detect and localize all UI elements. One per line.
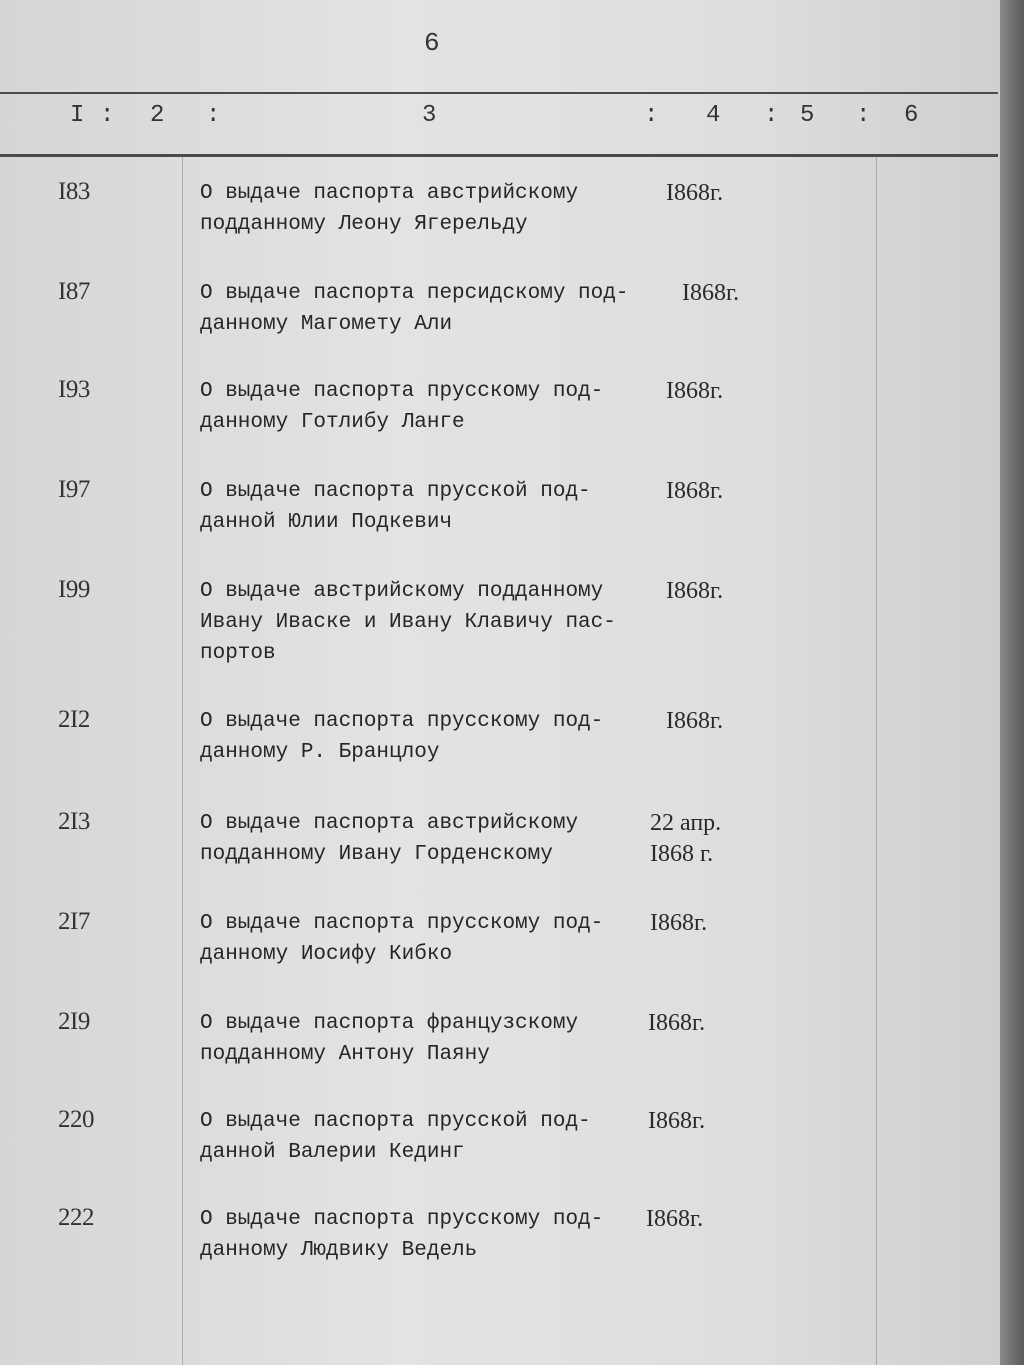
header-col-6: 6 [904,102,919,129]
header-separator: : [764,102,779,129]
row-description: О выдаче австрийскому подданному Ивану Иваске и Ивану Клавичу пас- портов [200,580,616,665]
row-date: I868г. [666,578,724,604]
row-description: О выдаче паспорта прусскому под- данному Р. Бранцлоу [200,710,604,764]
row-number: 2I7 [58,908,90,935]
header-col-4: 4 [706,102,721,129]
row-number: 222 [58,1204,94,1231]
header-bottom-rule [0,154,998,157]
row-number: I97 [58,476,90,503]
row-date: I868г. [646,1206,704,1232]
row-description: О выдаче паспорта прусской под- данной Юлии Подкевич [200,480,591,534]
row-date: I868г. [648,1108,706,1134]
header-separator: : [856,102,871,129]
row-description: О выдаче паспорта прусской под- данной Валерии Кединг [200,1110,591,1164]
row-number: 2I3 [58,808,90,835]
header-separator: : [644,102,659,129]
row-date: I868г. [682,280,740,306]
row-description: О выдаче паспорта французскому подданному Антону Паяну [200,1012,579,1066]
row-number: I99 [58,576,90,603]
page-edge [1000,0,1024,1365]
header-col-3: 3 [422,102,437,129]
row-date: I868г. [666,478,724,504]
row-date: I868г. [666,708,724,734]
header-separator: : [206,102,221,129]
header-col-5: 5 [800,102,815,129]
row-date: I868г. [666,378,724,404]
row-description: О выдаче паспорта прусскому под- данному Иосифу Кибко [200,912,604,966]
row-description: О выдаче паспорта австрийскому подданному Леону Ягерельду [200,182,579,236]
header-col-2: 2 [150,102,165,129]
row-description: О выдаче паспорта персидскому под- данному Магомету Али [200,282,629,336]
page-number: 6 [424,28,440,58]
row-date: I868г. [648,1010,706,1036]
header-separator: : [100,102,115,129]
header-top-rule [0,92,998,94]
row-description: О выдаче паспорта прусскому под- данному Готлибу Ланге [200,380,604,434]
row-date: I868г. [666,180,724,206]
row-number: 220 [58,1106,94,1133]
row-number: 2I9 [58,1008,90,1035]
row-number: I93 [58,376,90,403]
column-divider [182,156,183,1365]
row-date: I868г. [650,910,708,936]
row-number: I87 [58,278,90,305]
header-col-1: I [70,102,85,129]
row-description: О выдаче паспорта австрийскому подданному Ивану Горденскому [200,812,579,866]
row-date: 22 апр. I868 г. [650,810,722,867]
row-description: О выдаче паспорта прусскому под- данному Людвику Ведель [200,1208,604,1262]
row-number: I83 [58,178,90,205]
column-divider [876,156,877,1365]
row-number: 2I2 [58,706,90,733]
